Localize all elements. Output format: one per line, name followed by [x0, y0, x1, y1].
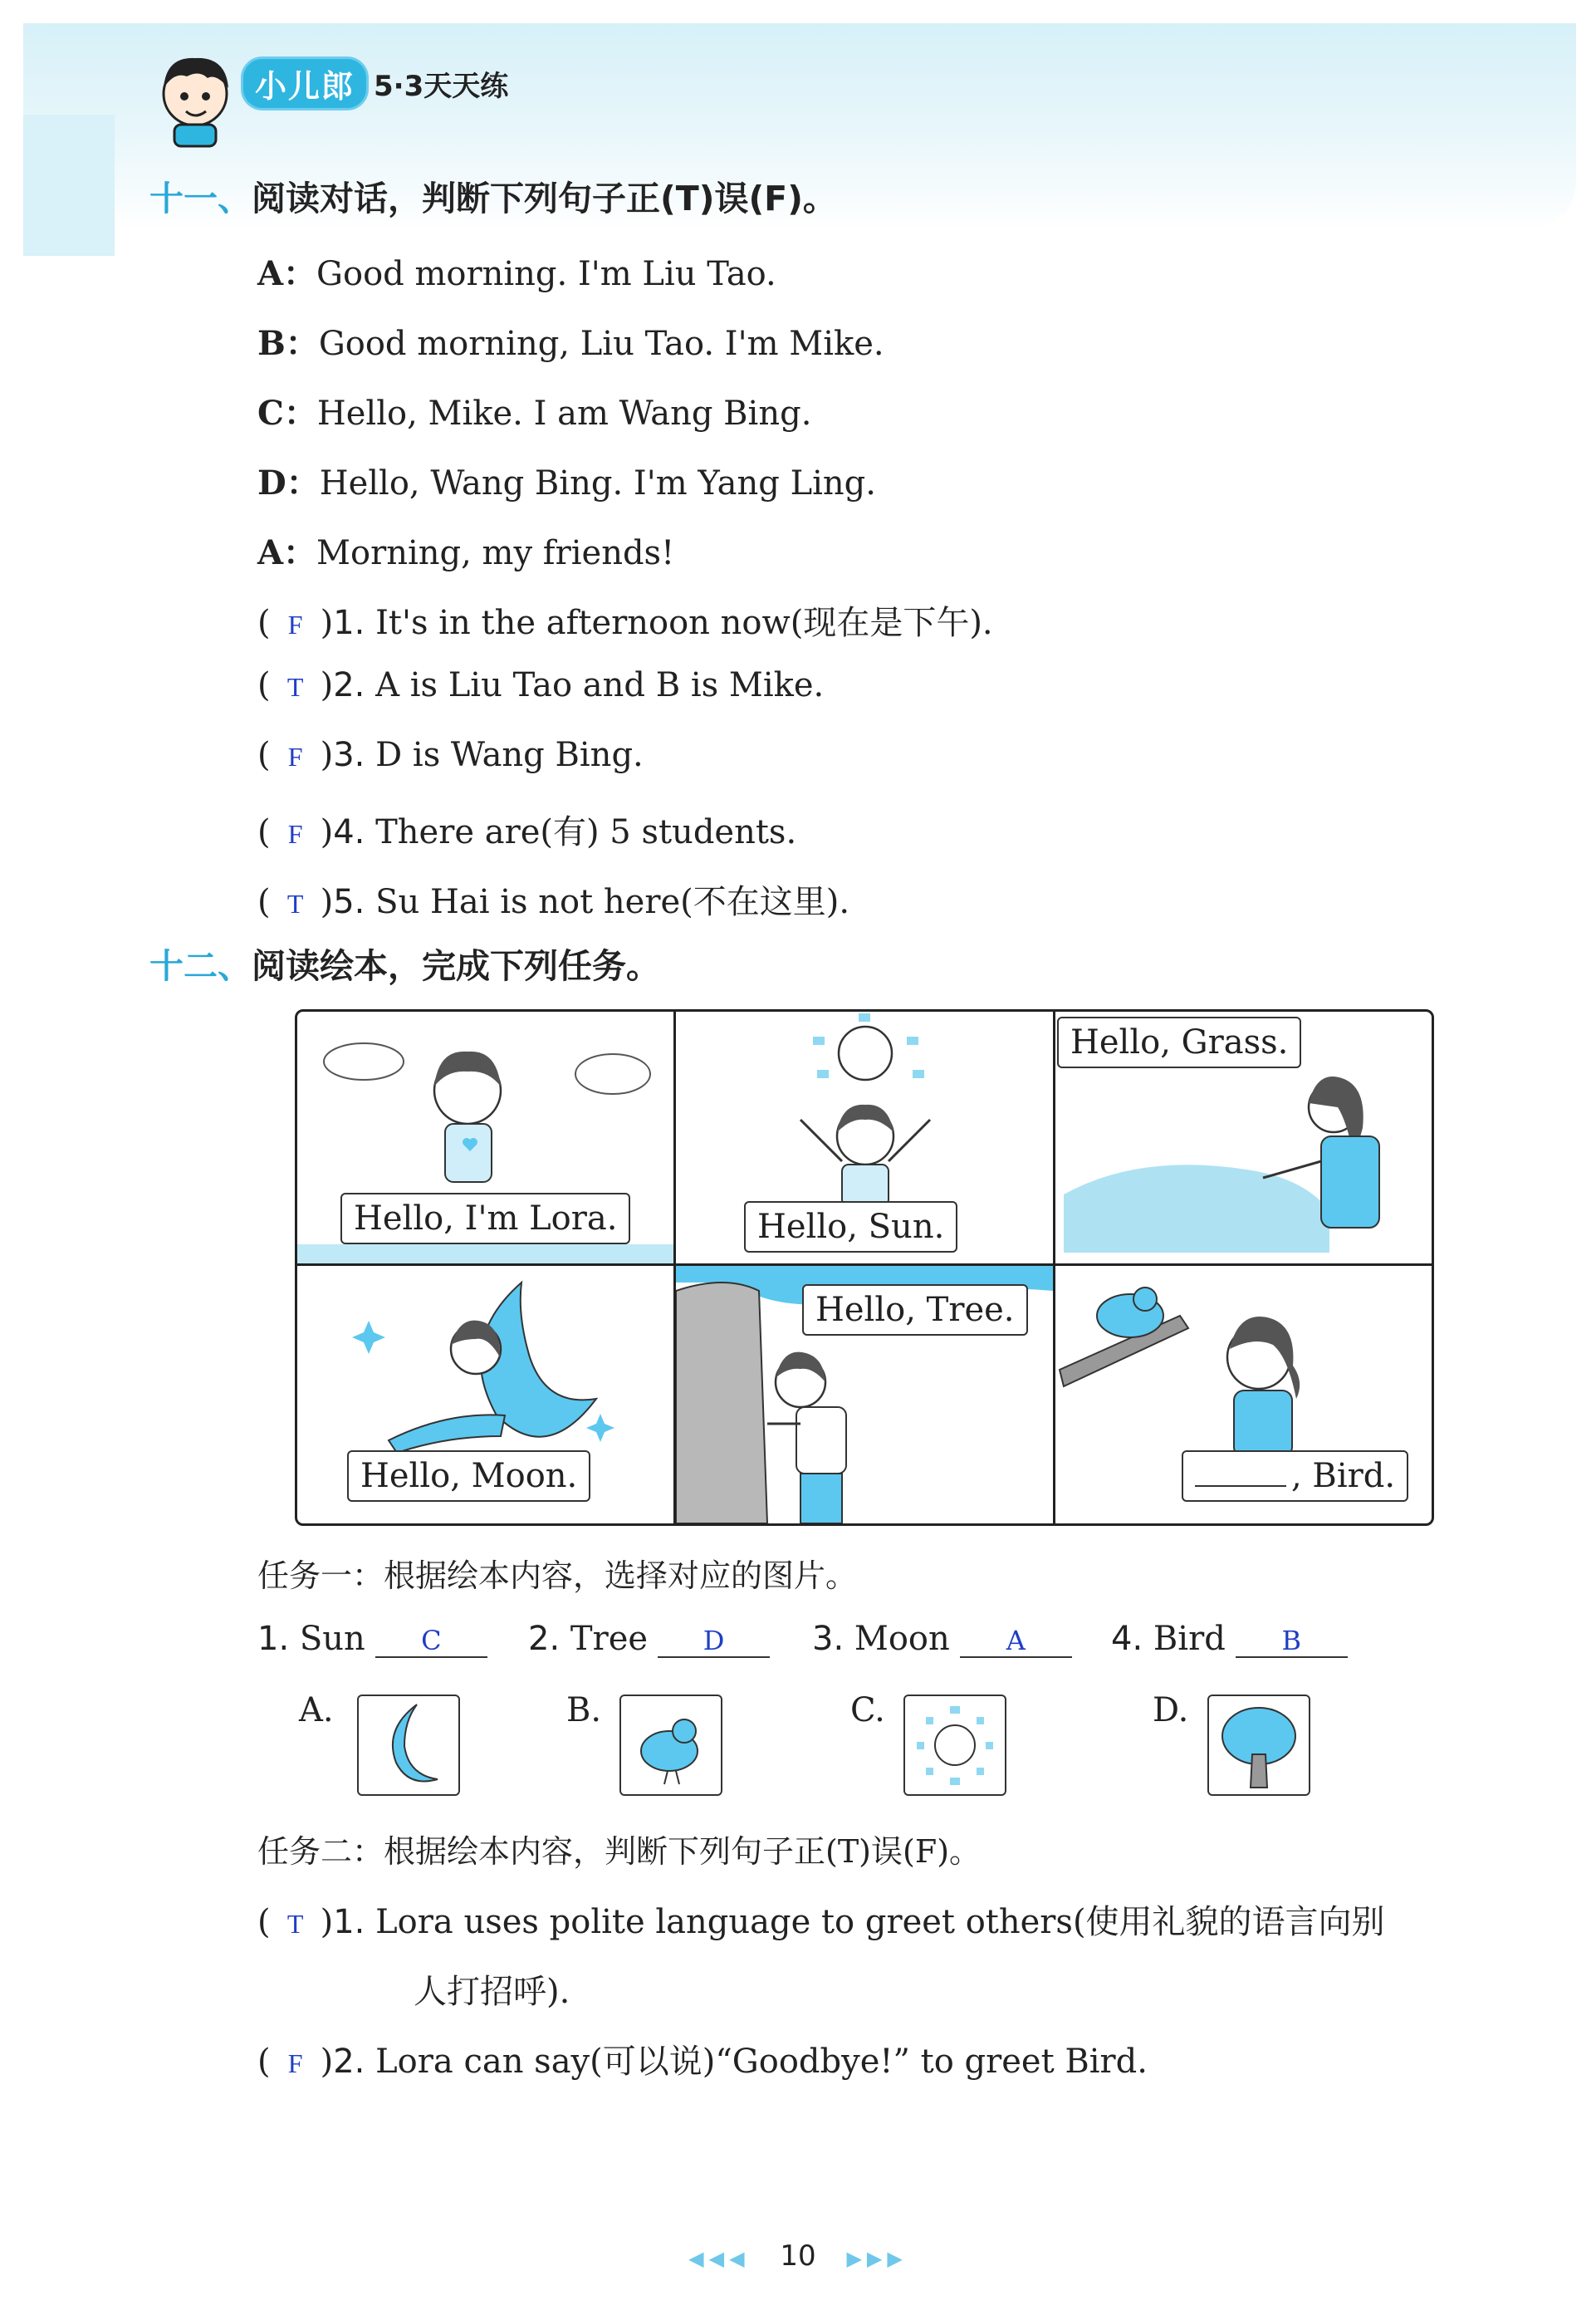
section-11-title — [149, 171, 837, 220]
item-word: Bird — [1153, 1620, 1226, 1658]
panel-grass — [1055, 1012, 1432, 1263]
page-footer — [0, 2239, 1596, 2273]
dialogue-text: Hello, Wang Bing. I'm Yang Ling. — [319, 464, 876, 503]
option-a-moon[interactable] — [357, 1695, 460, 1796]
dialogue-text: Morning, my friends! — [316, 534, 675, 572]
panel-moon — [297, 1266, 673, 1523]
question-text: A is Liu Tao and B is Mike. — [375, 666, 825, 704]
answer-mark[interactable]: F — [287, 2048, 303, 2078]
dialogue-text: Hello, Mike. I am Wang Bing. — [316, 395, 812, 433]
question-number: 4. — [333, 813, 365, 851]
moon-icon — [359, 1696, 458, 1794]
speaker-label: A： — [257, 533, 317, 572]
question-number: 1. — [333, 604, 365, 642]
question-text: D is Wang Bing. — [375, 736, 644, 774]
speech-bubble: Hello, I'm Lora. — [340, 1193, 630, 1244]
tree-icon — [1209, 1696, 1309, 1794]
dialogue-line — [257, 387, 811, 434]
item-word: Tree — [570, 1620, 649, 1658]
answer-blank[interactable] — [1195, 1485, 1286, 1487]
panel-bird — [1055, 1266, 1432, 1523]
page-number: 10 — [780, 2239, 816, 2273]
answer-mark[interactable]: F — [287, 742, 303, 772]
match-item — [812, 1620, 1072, 1658]
item-number: 1. — [257, 1620, 290, 1658]
item-number: 2. — [528, 1620, 561, 1658]
option-c-label: C. — [850, 1691, 885, 1729]
task1-title: 任务一：根据绘本内容，选择对应的图片。 — [257, 1557, 858, 1594]
answer-mark[interactable]: T — [286, 672, 304, 702]
brand — [241, 60, 508, 106]
speaker-label: A： — [257, 254, 317, 293]
question-text: There are(有) 5 students. — [375, 813, 797, 851]
speech-bubble-blank — [1182, 1450, 1408, 1502]
answer-blank[interactable]: B — [1236, 1625, 1348, 1658]
dialogue-line — [257, 527, 674, 574]
question-number: 5. — [333, 883, 365, 921]
mascot-boy-icon — [149, 48, 241, 148]
question-number: 3. — [333, 736, 365, 774]
section-12-title — [149, 939, 660, 988]
panel-sun — [676, 1012, 1053, 1263]
question-number: 2. — [333, 666, 365, 704]
dialogue-text: Good morning. I'm Liu Tao. — [316, 255, 776, 293]
question-text: Lora uses polite language to greet others(使用礼貌的语言向别 — [375, 1903, 1385, 1941]
tf-question: ( F )1. It's in the afternoon now(现在是下午). — [257, 604, 993, 642]
match-item — [528, 1620, 770, 1658]
brand-sub: 5·3天天练 — [374, 69, 509, 103]
answer-mark[interactable]: F — [287, 610, 303, 640]
section-12-text: 阅读绘本，完成下列任务。 — [252, 946, 660, 986]
dialogue-line — [257, 317, 884, 365]
speaker-label: C： — [257, 394, 317, 433]
item-number: 3. — [812, 1620, 845, 1658]
dialogue-line — [257, 248, 776, 295]
question-text: Su Hai is not here(不在这里). — [375, 883, 850, 921]
panel-lora — [297, 1012, 673, 1263]
option-b-label: B. — [566, 1691, 602, 1729]
speech-bubble: Hello, Grass. — [1057, 1017, 1301, 1068]
tf-question: ( F )4. There are(有) 5 students. — [257, 813, 797, 851]
task2-title: 任务二：根据绘本内容，判断下列句子正(T)误(F)。 — [257, 1833, 982, 1870]
speech-bubble: Hello, Tree. — [802, 1284, 1028, 1336]
item-word: Sun — [299, 1620, 365, 1658]
question-text: Lora can say(可以说)“Goodbye!” to greet Bird. — [375, 2043, 1148, 2081]
option-a-label: A. — [299, 1691, 334, 1729]
option-c-sun[interactable] — [903, 1695, 1006, 1796]
picture-book-comic — [295, 1009, 1434, 1526]
match-item — [257, 1620, 487, 1658]
speech-bubble: Hello, Moon. — [347, 1450, 590, 1502]
item-number: 4. — [1111, 1620, 1143, 1658]
option-b-bird[interactable] — [619, 1695, 722, 1796]
brand-name: 小儿郎 — [241, 56, 369, 110]
question-text: It's in the afternoon now(现在是下午). — [375, 604, 993, 642]
speech-bubble: Hello, Sun. — [744, 1201, 957, 1253]
question-number: 2. — [333, 2043, 365, 2081]
bubble-text: , Bird. — [1291, 1457, 1396, 1495]
answer-mark[interactable]: T — [286, 889, 304, 919]
section-12-number: 十二、 — [149, 946, 252, 986]
answer-blank[interactable]: A — [960, 1625, 1072, 1658]
match-item — [1111, 1620, 1348, 1658]
tf-question: ( T )2. A is Liu Tao and B is Mike. — [257, 666, 825, 704]
answer-mark[interactable]: F — [287, 819, 303, 849]
right-arrows-icon: ▶▶▶ — [846, 2247, 908, 2270]
answer-blank[interactable]: C — [375, 1625, 487, 1658]
question-number: 1. — [333, 1903, 365, 1941]
option-d-label: D. — [1153, 1691, 1189, 1729]
tf-question: ( T )1. Lora uses polite language to greet others(使用礼貌的语言向别 — [257, 1903, 1385, 1941]
tf-question: ( F )3. D is Wang Bing. — [257, 736, 644, 774]
dialogue-line — [257, 457, 876, 504]
tf-question: ( T )5. Su Hai is not here(不在这里). — [257, 883, 850, 921]
sun-icon — [905, 1696, 1005, 1794]
bird-icon — [621, 1696, 721, 1794]
panel-tree — [676, 1266, 1053, 1523]
speaker-label: B： — [257, 324, 319, 363]
section-11-text: 阅读对话，判断下列句子正(T)误(F)。 — [252, 179, 837, 218]
answer-mark[interactable]: T — [286, 1909, 304, 1939]
tf-question: ( F )2. Lora can say(可以说)“Goodbye!” to greet Bird. — [257, 2043, 1148, 2081]
answer-blank[interactable]: D — [658, 1625, 770, 1658]
speaker-label: D： — [257, 463, 320, 503]
question-text-continued: 人打招呼). — [414, 1973, 570, 2011]
option-d-tree[interactable] — [1207, 1695, 1310, 1796]
item-word: Moon — [854, 1620, 950, 1658]
left-arrows-icon: ◀◀◀ — [688, 2247, 750, 2270]
section-11-number: 十一、 — [149, 179, 252, 218]
dialogue-text: Good morning, Liu Tao. I'm Mike. — [318, 325, 884, 363]
